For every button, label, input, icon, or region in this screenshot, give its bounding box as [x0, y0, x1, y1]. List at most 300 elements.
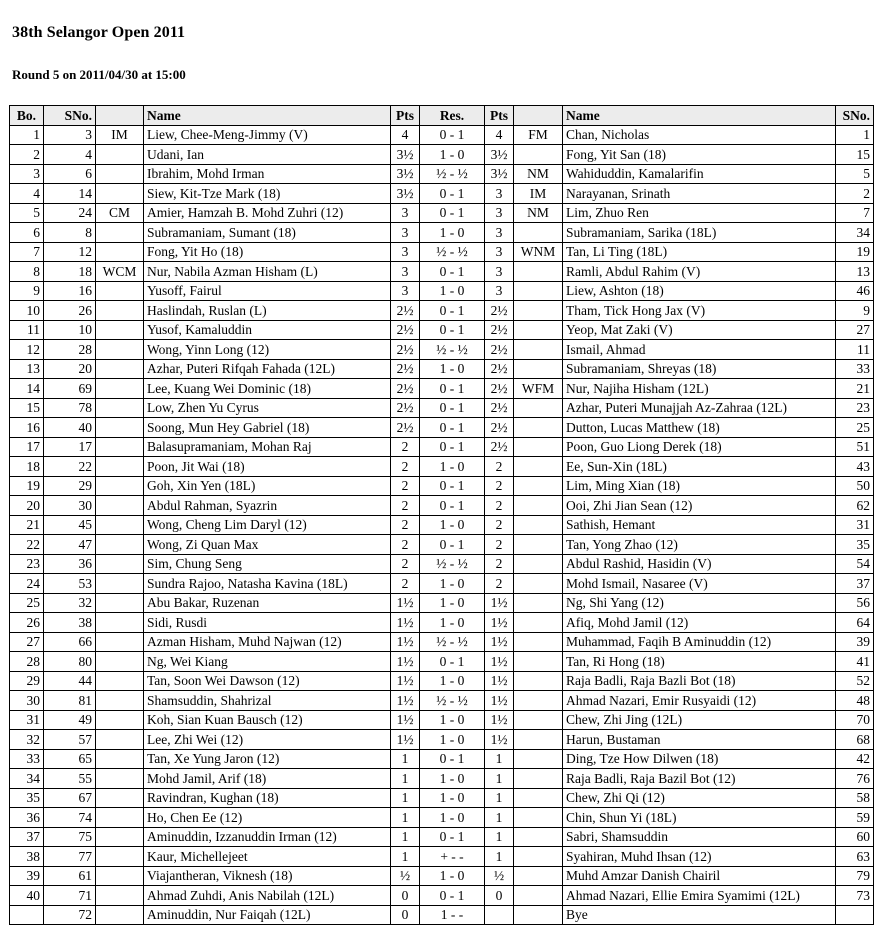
black-start-number: 56: [836, 593, 874, 613]
white-player-name: Subramaniam, Sumant (18): [144, 223, 391, 243]
white-title: [96, 593, 144, 613]
black-points: 2: [485, 515, 514, 535]
black-title: [514, 398, 563, 418]
white-start-number: 36: [44, 554, 96, 574]
game-result: 0 - 1: [420, 184, 485, 204]
black-player-name: Azhar, Puteri Munajjah Az-Zahraa (12L): [563, 398, 836, 418]
game-result: 0 - 1: [420, 535, 485, 555]
white-player-name: Aminuddin, Izzanuddin Irman (12): [144, 827, 391, 847]
table-row: [10, 574, 874, 594]
game-result: 0 - 1: [420, 418, 485, 438]
board-number: 5: [10, 203, 44, 223]
black-start-number: 9: [836, 301, 874, 321]
white-title: [96, 223, 144, 243]
white-points: 2: [391, 437, 420, 457]
col-header-white-title: [96, 106, 144, 126]
white-title: [96, 652, 144, 672]
board-number: 36: [10, 808, 44, 828]
white-player-name: Wong, Zi Quan Max: [144, 535, 391, 555]
white-player-name: Yusof, Kamaluddin: [144, 320, 391, 340]
black-points: 2: [485, 457, 514, 477]
black-title: [514, 788, 563, 808]
black-player-name: Poon, Guo Liong Derek (18): [563, 437, 836, 457]
black-title: [514, 262, 563, 282]
black-player-name: Muhammad, Faqih B Aminuddin (12): [563, 632, 836, 652]
black-points: 2½: [485, 418, 514, 438]
white-start-number: 4: [44, 145, 96, 165]
white-title: [96, 496, 144, 516]
white-title: [96, 574, 144, 594]
col-header-board: Bo.: [10, 106, 44, 126]
white-start-number: 8: [44, 223, 96, 243]
black-player-name: Ee, Sun-Xin (18L): [563, 457, 836, 477]
black-player-name: Tan, Yong Zhao (12): [563, 535, 836, 555]
black-player-name: Raja Badli, Raja Bazli Bot (18): [563, 671, 836, 691]
white-title: [96, 340, 144, 360]
table-row: [10, 866, 874, 886]
black-start-number: 11: [836, 340, 874, 360]
white-points: 1: [391, 788, 420, 808]
white-title: [96, 691, 144, 711]
black-player-name: Afiq, Mohd Jamil (12): [563, 613, 836, 633]
table-row: [10, 827, 874, 847]
white-points: 2: [391, 496, 420, 516]
table-row: [10, 340, 874, 360]
board-number: 22: [10, 535, 44, 555]
white-title: [96, 886, 144, 906]
board-number: 31: [10, 710, 44, 730]
board-number: 9: [10, 281, 44, 301]
white-player-name: Lee, Zhi Wei (12): [144, 730, 391, 750]
col-header-white-name: Name: [144, 106, 391, 126]
white-player-name: Low, Zhen Yu Cyrus: [144, 398, 391, 418]
white-points: 1: [391, 808, 420, 828]
table-row: [10, 632, 874, 652]
white-title: [96, 788, 144, 808]
black-start-number: 51: [836, 437, 874, 457]
white-player-name: Soong, Mun Hey Gabriel (18): [144, 418, 391, 438]
white-points: 1: [391, 847, 420, 867]
board-number: 17: [10, 437, 44, 457]
white-points: 2: [391, 535, 420, 555]
white-title: [96, 359, 144, 379]
white-start-number: 57: [44, 730, 96, 750]
white-player-name: Sidi, Rusdi: [144, 613, 391, 633]
black-title: [514, 691, 563, 711]
black-points: 1½: [485, 671, 514, 691]
white-start-number: 61: [44, 866, 96, 886]
game-result: 0 - 1: [420, 301, 485, 321]
black-title: [514, 886, 563, 906]
board-number: 39: [10, 866, 44, 886]
white-title: [96, 535, 144, 555]
black-player-name: Ismail, Ahmad: [563, 340, 836, 360]
white-points: 2½: [391, 301, 420, 321]
table-row: [10, 145, 874, 165]
white-start-number: 81: [44, 691, 96, 711]
black-start-number: 15: [836, 145, 874, 165]
table-row: [10, 886, 874, 906]
black-start-number: 58: [836, 788, 874, 808]
white-start-number: 3: [44, 125, 96, 145]
black-points: 3½: [485, 145, 514, 165]
white-start-number: 47: [44, 535, 96, 555]
table-row: [10, 710, 874, 730]
black-points: 1: [485, 788, 514, 808]
black-title: [514, 359, 563, 379]
white-title: [96, 632, 144, 652]
white-player-name: Abu Bakar, Ruzenan: [144, 593, 391, 613]
board-number: 24: [10, 574, 44, 594]
board-number: 2: [10, 145, 44, 165]
col-header-white-pts: Pts: [391, 106, 420, 126]
white-title: [96, 164, 144, 184]
game-result: 1 - 0: [420, 613, 485, 633]
white-start-number: 22: [44, 457, 96, 477]
black-points: 1½: [485, 613, 514, 633]
black-start-number: 52: [836, 671, 874, 691]
board-number: 40: [10, 886, 44, 906]
game-result: 1 - 0: [420, 769, 485, 789]
black-start-number: 23: [836, 398, 874, 418]
white-title: [96, 379, 144, 399]
white-points: 1½: [391, 710, 420, 730]
white-start-number: 20: [44, 359, 96, 379]
white-player-name: Tan, Soon Wei Dawson (12): [144, 671, 391, 691]
white-start-number: 55: [44, 769, 96, 789]
black-points: 2: [485, 535, 514, 555]
black-title: [514, 749, 563, 769]
white-points: 1½: [391, 671, 420, 691]
white-start-number: 40: [44, 418, 96, 438]
white-player-name: Ravindran, Kughan (18): [144, 788, 391, 808]
black-points: 3: [485, 281, 514, 301]
white-points: 1½: [391, 691, 420, 711]
game-result: 0 - 1: [420, 476, 485, 496]
white-player-name: Nur, Nabila Azman Hisham (L): [144, 262, 391, 282]
black-start-number: 46: [836, 281, 874, 301]
board-number: 16: [10, 418, 44, 438]
black-points: 2½: [485, 320, 514, 340]
board-number: 27: [10, 632, 44, 652]
black-points: 1½: [485, 632, 514, 652]
black-points: 2½: [485, 437, 514, 457]
white-player-name: Lee, Kuang Wei Dominic (18): [144, 379, 391, 399]
black-player-name: Abdul Rashid, Hasidin (V): [563, 554, 836, 574]
board-number: 18: [10, 457, 44, 477]
black-title: WNM: [514, 242, 563, 262]
game-result: ½ - ½: [420, 164, 485, 184]
table-row: [10, 671, 874, 691]
black-points: 2½: [485, 379, 514, 399]
white-points: 2: [391, 476, 420, 496]
black-start-number: 34: [836, 223, 874, 243]
black-points: 3: [485, 223, 514, 243]
black-start-number: 41: [836, 652, 874, 672]
white-start-number: 14: [44, 184, 96, 204]
black-player-name: Tan, Ri Hong (18): [563, 652, 836, 672]
white-start-number: 67: [44, 788, 96, 808]
black-points: 3: [485, 262, 514, 282]
white-start-number: 26: [44, 301, 96, 321]
black-title: [514, 418, 563, 438]
white-title: [96, 749, 144, 769]
white-points: 3½: [391, 184, 420, 204]
white-points: 0: [391, 905, 420, 925]
white-points: 2: [391, 515, 420, 535]
col-header-black-pts: Pts: [485, 106, 514, 126]
table-row: [10, 808, 874, 828]
white-player-name: Tan, Xe Yung Jaron (12): [144, 749, 391, 769]
game-result: 1 - 0: [420, 281, 485, 301]
white-start-number: 24: [44, 203, 96, 223]
table-row: [10, 496, 874, 516]
white-start-number: 12: [44, 242, 96, 262]
white-start-number: 66: [44, 632, 96, 652]
game-result: 0 - 1: [420, 437, 485, 457]
table-row: [10, 418, 874, 438]
black-title: [514, 847, 563, 867]
white-start-number: 16: [44, 281, 96, 301]
white-start-number: 38: [44, 613, 96, 633]
white-start-number: 78: [44, 398, 96, 418]
board-number: 33: [10, 749, 44, 769]
white-title: [96, 320, 144, 340]
black-title: [514, 496, 563, 516]
table-row: [10, 457, 874, 477]
white-points: 1½: [391, 730, 420, 750]
white-player-name: Kaur, Michellejeet: [144, 847, 391, 867]
white-points: 2: [391, 574, 420, 594]
black-player-name: Ramli, Abdul Rahim (V): [563, 262, 836, 282]
white-start-number: 29: [44, 476, 96, 496]
table-row: [10, 847, 874, 867]
white-points: 2½: [391, 418, 420, 438]
black-title: [514, 827, 563, 847]
table-row: [10, 242, 874, 262]
col-header-black-sno: SNo.: [836, 106, 874, 126]
white-player-name: Liew, Chee-Meng-Jimmy (V): [144, 125, 391, 145]
header-row: [10, 106, 874, 126]
game-result: 0 - 1: [420, 203, 485, 223]
white-start-number: 80: [44, 652, 96, 672]
table-row: [10, 262, 874, 282]
board-number: 7: [10, 242, 44, 262]
black-start-number: 73: [836, 886, 874, 906]
tournament-title: 38th Selangor Open 2011: [12, 24, 186, 41]
black-player-name: Sabri, Shamsuddin: [563, 827, 836, 847]
board-number: 3: [10, 164, 44, 184]
white-points: 0: [391, 886, 420, 906]
black-points: 4: [485, 125, 514, 145]
board-number: 26: [10, 613, 44, 633]
black-player-name: Harun, Bustaman: [563, 730, 836, 750]
black-player-name: Lim, Ming Xian (18): [563, 476, 836, 496]
white-player-name: Ahmad Zuhdi, Anis Nabilah (12L): [144, 886, 391, 906]
black-player-name: Narayanan, Srinath: [563, 184, 836, 204]
white-title: [96, 866, 144, 886]
black-points: 1½: [485, 710, 514, 730]
white-points: 1: [391, 769, 420, 789]
white-title: [96, 515, 144, 535]
white-points: 2: [391, 554, 420, 574]
black-title: [514, 769, 563, 789]
black-points: 1½: [485, 691, 514, 711]
black-start-number: 63: [836, 847, 874, 867]
white-start-number: 53: [44, 574, 96, 594]
pairings-table: [9, 105, 874, 925]
white-title: [96, 281, 144, 301]
white-player-name: Sundra Rajoo, Natasha Kavina (18L): [144, 574, 391, 594]
black-start-number: 60: [836, 827, 874, 847]
black-points: 2½: [485, 398, 514, 418]
black-title: [514, 340, 563, 360]
black-title: [514, 593, 563, 613]
game-result: 1 - 0: [420, 671, 485, 691]
white-start-number: 45: [44, 515, 96, 535]
white-start-number: 74: [44, 808, 96, 828]
black-player-name: Liew, Ashton (18): [563, 281, 836, 301]
black-points: 1: [485, 749, 514, 769]
board-number: 23: [10, 554, 44, 574]
black-start-number: 31: [836, 515, 874, 535]
white-start-number: 44: [44, 671, 96, 691]
black-start-number: 54: [836, 554, 874, 574]
table-row: [10, 476, 874, 496]
black-title: [514, 574, 563, 594]
board-number: 15: [10, 398, 44, 418]
white-points: 1: [391, 827, 420, 847]
white-points: 3: [391, 242, 420, 262]
table-row: [10, 749, 874, 769]
black-player-name: Syahiran, Muhd Ihsan (12): [563, 847, 836, 867]
white-start-number: 69: [44, 379, 96, 399]
table-row: [10, 515, 874, 535]
black-start-number: 33: [836, 359, 874, 379]
game-result: 1 - -: [420, 905, 485, 925]
white-title: [96, 242, 144, 262]
black-start-number: 70: [836, 710, 874, 730]
table-row: [10, 398, 874, 418]
white-player-name: Mohd Jamil, Arif (18): [144, 769, 391, 789]
table-row: [10, 223, 874, 243]
game-result: 0 - 1: [420, 320, 485, 340]
white-title: [96, 827, 144, 847]
black-start-number: 13: [836, 262, 874, 282]
black-title: [514, 281, 563, 301]
black-points: 1½: [485, 593, 514, 613]
table-row: [10, 125, 874, 145]
board-number: 13: [10, 359, 44, 379]
white-title: CM: [96, 203, 144, 223]
game-result: 0 - 1: [420, 262, 485, 282]
game-result: 1 - 0: [420, 457, 485, 477]
black-title: [514, 613, 563, 633]
white-player-name: Azman Hisham, Muhd Najwan (12): [144, 632, 391, 652]
white-start-number: 6: [44, 164, 96, 184]
black-start-number: 35: [836, 535, 874, 555]
black-title: [514, 476, 563, 496]
white-points: 3½: [391, 164, 420, 184]
black-start-number: 7: [836, 203, 874, 223]
white-player-name: Udani, Ian: [144, 145, 391, 165]
black-start-number: 2: [836, 184, 874, 204]
black-start-number: 59: [836, 808, 874, 828]
black-title: [514, 671, 563, 691]
white-title: [96, 710, 144, 730]
black-player-name: Raja Badli, Raja Bazil Bot (12): [563, 769, 836, 789]
board-number: 14: [10, 379, 44, 399]
black-player-name: Fong, Yit San (18): [563, 145, 836, 165]
black-title: [514, 905, 563, 925]
black-points: 1: [485, 847, 514, 867]
game-result: 1 - 0: [420, 223, 485, 243]
white-player-name: Viajantheran, Viknesh (18): [144, 866, 391, 886]
black-player-name: Bye: [563, 905, 836, 925]
table-row: [10, 437, 874, 457]
black-points: 3: [485, 203, 514, 223]
table-row: [10, 164, 874, 184]
black-points: 2½: [485, 359, 514, 379]
white-points: 2: [391, 457, 420, 477]
black-title: NM: [514, 203, 563, 223]
white-points: 3: [391, 223, 420, 243]
white-player-name: Koh, Sian Kuan Bausch (12): [144, 710, 391, 730]
black-start-number: 42: [836, 749, 874, 769]
black-points: ½: [485, 866, 514, 886]
white-points: 1½: [391, 652, 420, 672]
white-title: [96, 437, 144, 457]
white-points: 1: [391, 749, 420, 769]
table-row: [10, 613, 874, 633]
white-title: [96, 301, 144, 321]
table-row: [10, 652, 874, 672]
board-number: 11: [10, 320, 44, 340]
board-number: 34: [10, 769, 44, 789]
black-player-name: Tan, Li Ting (18L): [563, 242, 836, 262]
black-title: [514, 554, 563, 574]
white-title: [96, 418, 144, 438]
white-title: [96, 476, 144, 496]
white-title: [96, 184, 144, 204]
board-number: 37: [10, 827, 44, 847]
table-row: [10, 535, 874, 555]
white-points: 3½: [391, 145, 420, 165]
black-player-name: Chin, Shun Yi (18L): [563, 808, 836, 828]
table-row: [10, 730, 874, 750]
black-points: 0: [485, 886, 514, 906]
white-points: 2½: [391, 359, 420, 379]
black-points: 1: [485, 808, 514, 828]
white-player-name: Abdul Rahman, Syazrin: [144, 496, 391, 516]
game-result: ½ - ½: [420, 554, 485, 574]
black-title: [514, 457, 563, 477]
white-title: [96, 730, 144, 750]
col-header-black-title: [514, 106, 563, 126]
white-points: 2½: [391, 379, 420, 399]
white-start-number: 72: [44, 905, 96, 925]
col-header-white-sno: SNo.: [44, 106, 96, 126]
black-player-name: Chan, Nicholas: [563, 125, 836, 145]
white-start-number: 30: [44, 496, 96, 516]
black-points: 1½: [485, 730, 514, 750]
white-title: [96, 457, 144, 477]
black-start-number: 50: [836, 476, 874, 496]
black-start-number: 1: [836, 125, 874, 145]
pairings-body: [10, 125, 874, 925]
white-player-name: Wong, Cheng Lim Daryl (12): [144, 515, 391, 535]
black-title: [514, 437, 563, 457]
